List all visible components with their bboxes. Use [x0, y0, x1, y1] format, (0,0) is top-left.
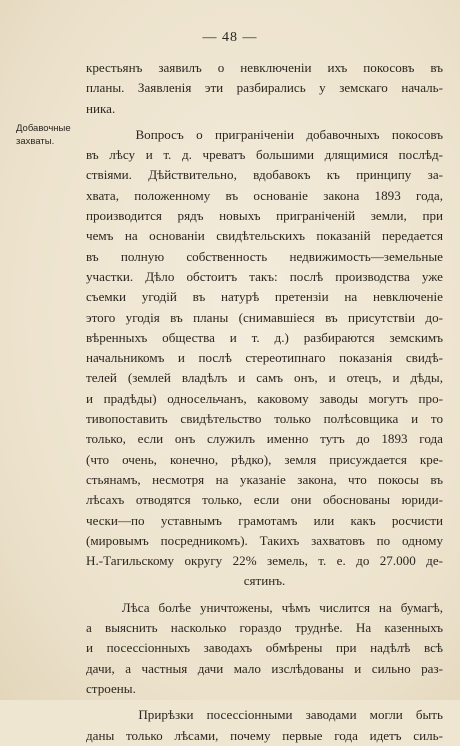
margin-note: Добавочные захваты. [16, 123, 71, 147]
text-line: стьянамъ, несмотря на указанiе закона, что покосы въ [86, 471, 443, 487]
text-line: даны только лѣсами, почему первые года идетъ силь- [86, 727, 443, 743]
text-line: Н.-Тагильскому округу 22% земель, т. е. до 27.000 де- [86, 553, 443, 569]
text-line: Вопросъ о пригранiченiи добавочныхъ покосовъ [86, 126, 443, 142]
text-line: планы. Заявленiя эти разбирались у земскаго началь- [86, 80, 443, 96]
text-line: въ лѣсу и т. д. чреватъ большими длящимися послѣд- [86, 147, 443, 163]
text-line: начальникомъ и послѣ стереотипнаго показанiя свидѣ- [86, 350, 443, 366]
paragraph [86, 58, 443, 119]
text-line: чемъ на основанiи свидѣтельскихъ показанiй передается [86, 228, 443, 244]
paragraph [86, 598, 443, 699]
text-line: строены. [86, 680, 136, 696]
text-line: съемки угодiй въ натурѣ претензiи на невключенiе [86, 289, 443, 305]
text-line: хвата, положенному въ основанiе закона 1893 года, [86, 187, 443, 203]
text-line: дачи, а частныя дачи мало изслѣдованы и сильно раз- [86, 660, 443, 676]
text-line: и прадѣды) односельчанъ, каковому заводы могутъ про- [86, 390, 443, 406]
text-line: этого угодiя въ планы (снимавшiеся въ присутствiи до- [86, 309, 443, 325]
text-line: Лѣса болѣе уничтожены, чѣмъ числится на бумагѣ, [86, 599, 443, 615]
text-line: телей (землей владѣлъ и самъ онъ, и отецъ, и дѣды, [86, 370, 443, 386]
paragraph [86, 705, 443, 746]
paragraph [86, 125, 443, 592]
page-number: — 48 — [202, 30, 258, 45]
text-line: производится рядъ новыхъ пригранiченiй земли, при [86, 208, 443, 224]
text-line: только, если онъ служилъ именно тутъ до 1893 года [86, 431, 443, 447]
body-text [86, 58, 443, 746]
text-line: ствiями. Дѣйствительно, вдобавокъ къ принципу за- [86, 167, 443, 183]
text-line: Прирѣзки посессiонными заводами могли быть [86, 707, 443, 723]
text-line: ника. [86, 100, 116, 116]
text-line: и посессiонныхъ заводахъ обмѣрены при надѣлѣ всѣ [86, 640, 443, 656]
text-line: (что очень, конечно, рѣдко), земля присуждается кре- [86, 451, 443, 467]
text-line: лѣсахъ отводятся только, если они обоснованы юриди- [86, 492, 443, 508]
text-line: сятинъ. [243, 573, 286, 589]
text-line: а выяснить насколько гораздо труднѣе. На казенныхъ [86, 620, 443, 636]
text-line: участки. Дѣло обстоитъ такъ: послѣ производства уже [86, 268, 443, 284]
text-line: крестьянъ заявилъ о невключенiи ихъ покосовъ въ [86, 60, 443, 75]
text-line: вѣренныхъ общества и т. д.) разбираются земскимъ [86, 329, 443, 345]
text-line: тивопоставить свидѣтельство только полѣсовщика и то [86, 411, 443, 427]
text-line: чески—по уставнымъ грамотамъ или какъ росчисти [86, 512, 443, 528]
text-line: (мировымъ посредникомъ). Такихъ захватовъ по одному [86, 532, 443, 548]
text-line: въ полную собственность недвижимость—земельные [86, 248, 443, 264]
